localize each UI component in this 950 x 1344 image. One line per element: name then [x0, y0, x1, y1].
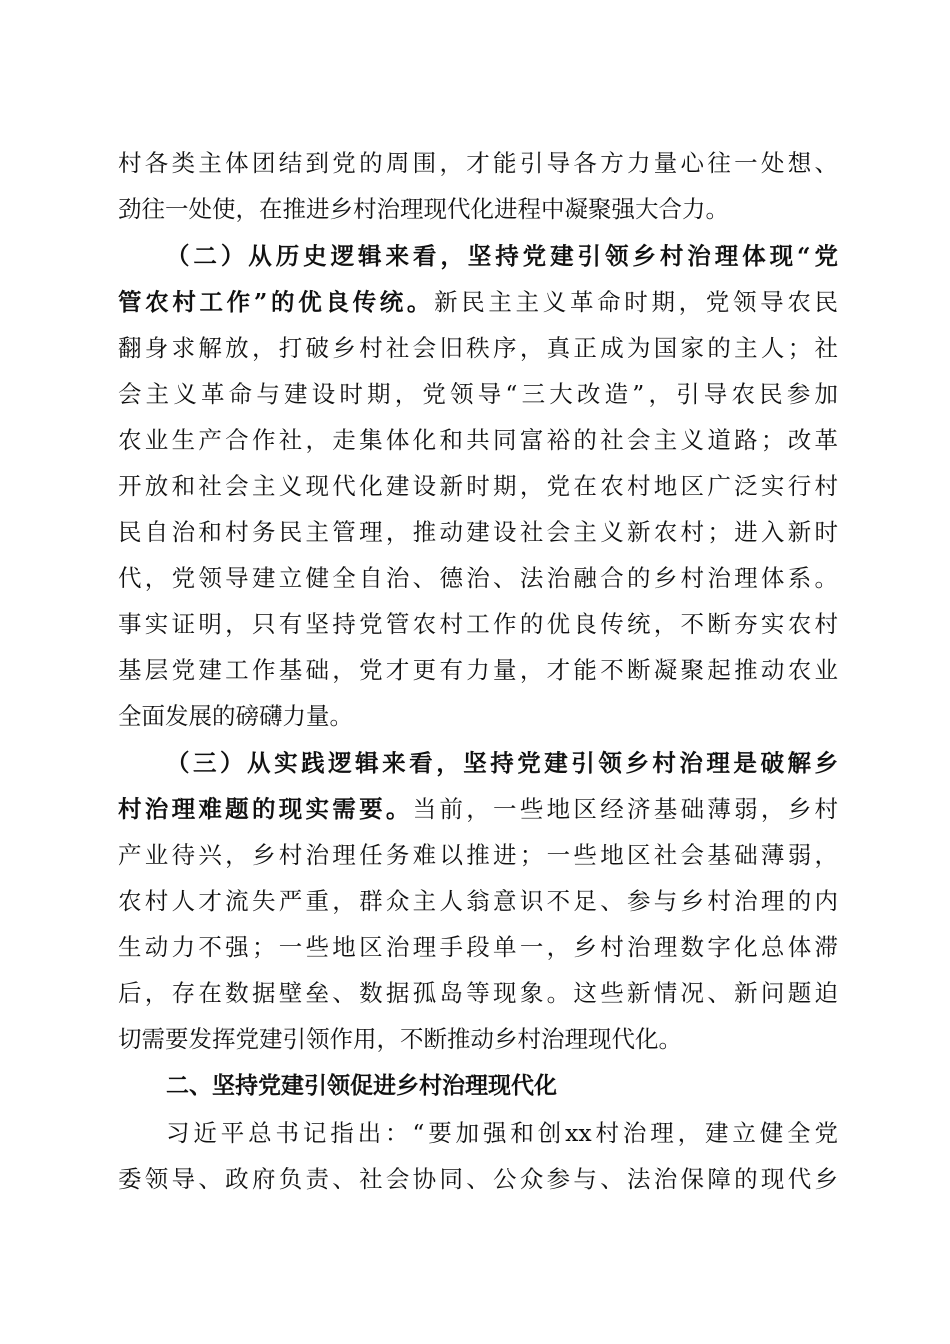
body-line: 民自治和村务民主管理，推动建设社会主义新农村；进入新时	[118, 518, 838, 546]
body-line: 全面发展的磅礴力量。	[118, 702, 353, 730]
body-line: 村治理难题的现实需要。当前，一些地区经济基础薄弱，乡村	[118, 795, 839, 823]
body-line: 基层党建工作基础，党才更有力量，才能不断凝聚起推动农业	[118, 656, 838, 684]
body-line: 习近平总书记指出：“要加强和创xx村治理，建立健全党	[166, 1119, 838, 1147]
body-line: 代，党领导建立健全自治、德治、法治融合的乡村治理体系。	[118, 564, 838, 592]
body-line: 村各类主体团结到党的周围，才能引导各方力量心往一处想、	[118, 149, 838, 177]
body-line: 事实证明，只有坚持党管农村工作的优良传统，不断夯实农村	[118, 610, 838, 638]
body-line: 产业待兴，乡村治理任务难以推进；一些地区社会基础薄弱，	[118, 841, 838, 869]
section-subheading: （二）从历史逻辑来看，坚持党建引领乡村治理体现“党	[166, 242, 838, 270]
body-line: 管农村工作”的优良传统。新民主主义革命时期，党领导农民	[118, 288, 838, 316]
body-line: 后，存在数据壁垒、数据孤岛等现象。这些新情况、新问题迫	[118, 979, 838, 1007]
body-line: 劲往一处使，在推进乡村治理现代化进程中凝聚强大合力。	[118, 195, 729, 223]
body-line: 会主义革命与建设时期，党领导“三大改造”，引导农民参加	[118, 380, 838, 408]
section-heading: 二、坚持党建引领促进乡村治理现代化	[166, 1073, 557, 1099]
body-line: 翻身求解放，打破乡村社会旧秩序，真正成为国家的主人；社	[118, 334, 838, 362]
section-subheading: （三）从实践逻辑来看，坚持党建引领乡村治理是破解乡	[166, 749, 838, 777]
body-line: 开放和社会主义现代化建设新时期，党在农村地区广泛实行村	[118, 472, 838, 500]
body-line: 生动力不强；一些地区治理手段单一，乡村治理数字化总体滞	[118, 933, 838, 961]
body-line: 委领导、政府负责、社会协同、公众参与、法治保障的现代乡	[118, 1165, 838, 1193]
body-line: 农业生产合作社，走集体化和共同富裕的社会主义道路；改革	[118, 426, 838, 454]
body-line: 切需要发挥党建引领作用，不断推动乡村治理现代化。	[118, 1025, 682, 1053]
body-line: 农村人才流失严重，群众主人翁意识不足、参与乡村治理的内	[118, 887, 838, 915]
